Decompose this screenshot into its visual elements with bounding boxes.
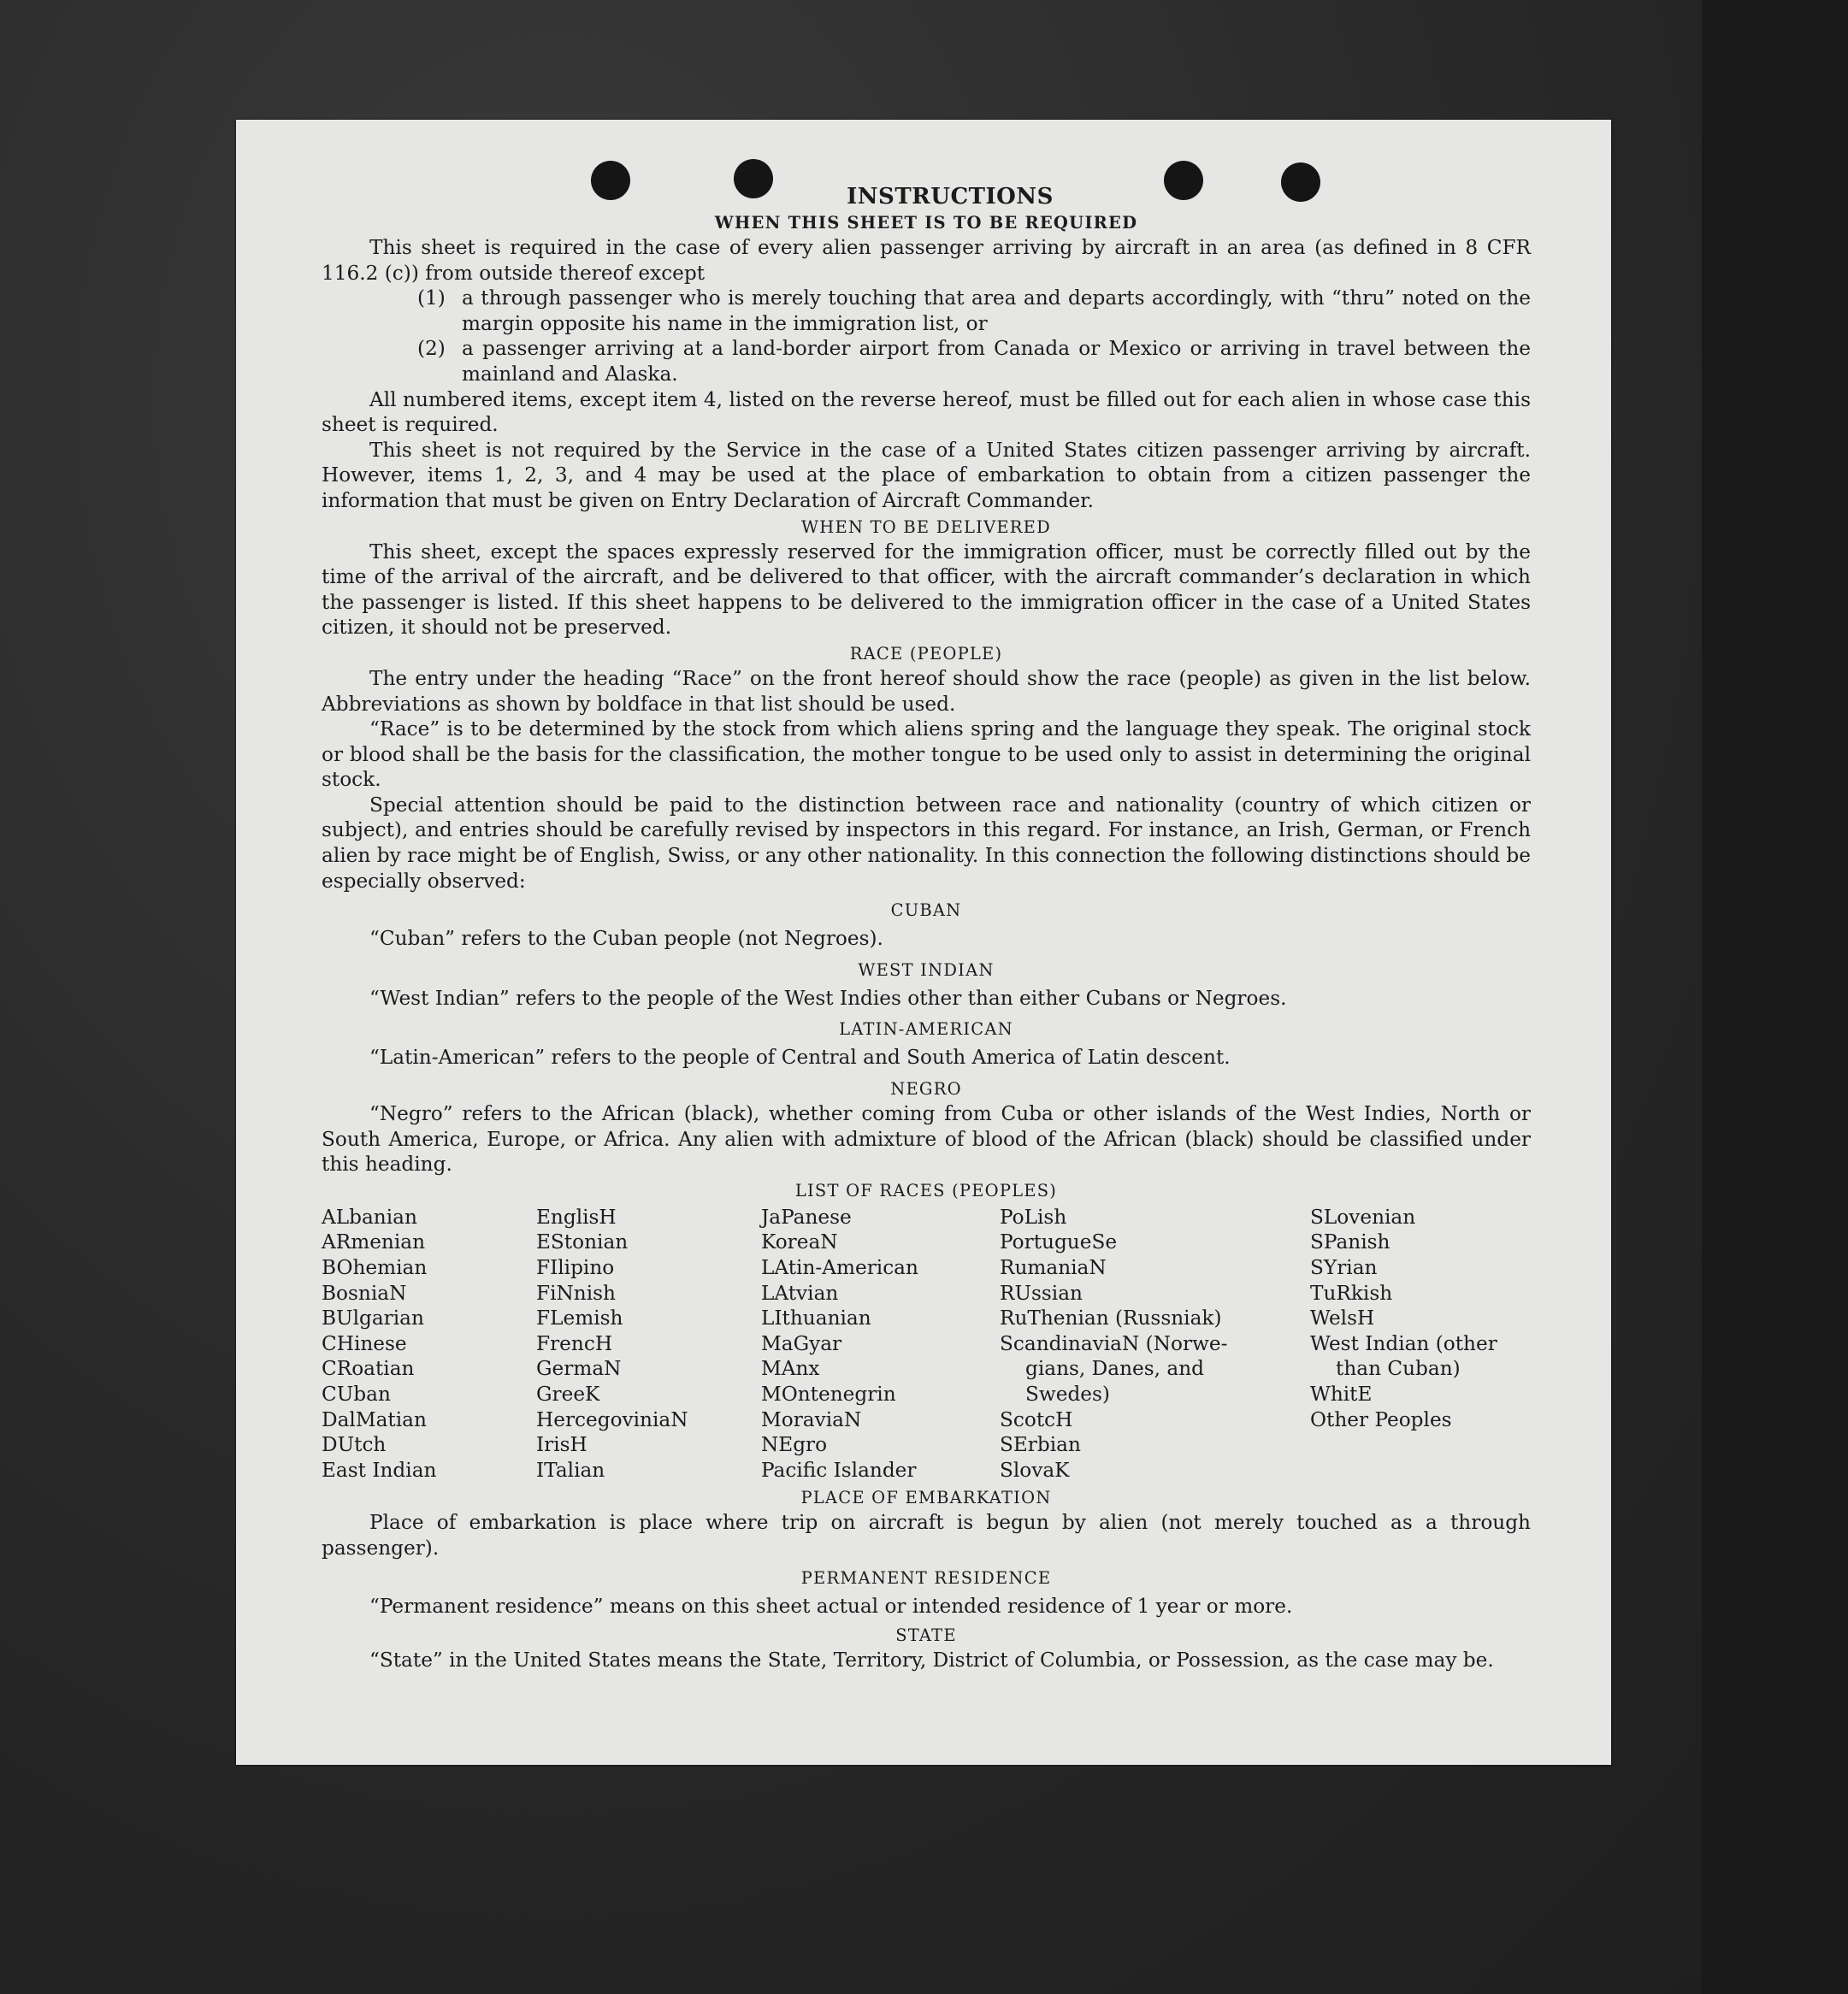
heading-residence: PERMANENT RESIDENCE <box>800 1567 1052 1588</box>
race-column <box>322 1205 536 1484</box>
race-entry: Pacific Islander <box>761 1458 917 1482</box>
race-entry: SlovaK <box>1000 1458 1070 1482</box>
race-entry: RumaniaN <box>1000 1256 1107 1279</box>
race-entry: ARmenian <box>322 1230 426 1254</box>
race-entry: CRoatian <box>322 1357 415 1381</box>
race-entry: DUtch <box>322 1433 387 1457</box>
paragraph: “State” in the United States means the State, Territory, District of Columbia, or Possession, as the case may be. <box>369 1649 1494 1672</box>
race-entry: HercegoviniaN <box>536 1407 688 1431</box>
paragraph: This sheet is required in the case of every alien passenger arriving by aircraft in an area (as defined in 8 CFR 116.2 (c)) from outside thereof except <box>322 236 1531 285</box>
race-entry: MoraviaN <box>761 1407 862 1431</box>
item-text: a passenger arriving at a land-border airport from Canada or Mexico or arriving in travel between the mainland and Alaska. <box>462 337 1531 386</box>
heading-negro: NEGRO <box>890 1079 962 1100</box>
race-entry: MAnx <box>761 1357 820 1381</box>
race-entry: SYrian <box>1310 1256 1378 1279</box>
item-number: (2) <box>417 337 446 361</box>
race-entry: ALbanian <box>322 1205 417 1229</box>
race-column <box>536 1205 761 1484</box>
heading-embarkation: PLACE OF EMBARKATION <box>800 1488 1052 1508</box>
race-entry: JaPanese <box>761 1205 852 1229</box>
list-item <box>417 336 1531 386</box>
race-entry: WelsH <box>1310 1307 1375 1330</box>
paragraph: The entry under the heading “Race” on the front hereof should show the race (people) as given in the list below. Abbreviations as shown by boldface in that list should be used. <box>322 666 1531 716</box>
race-entry: PoLish <box>1000 1205 1067 1229</box>
heading-latin-american: LATIN-AMERICAN <box>839 1019 1013 1040</box>
race-entry: MaGyar <box>761 1331 842 1355</box>
race-entry: DalMatian <box>322 1407 427 1431</box>
list-item <box>417 286 1531 336</box>
race-entry: KoreaN <box>761 1230 838 1254</box>
race-entry: ScandinaviaN (Norwe- <box>1000 1331 1228 1355</box>
race-entry: WhitE <box>1310 1382 1373 1406</box>
heading-race: RACE (PEOPLE) <box>849 643 1003 664</box>
race-entry: IrisH <box>536 1433 587 1457</box>
race-entry: LIthuanian <box>761 1307 871 1330</box>
race-entry: FrencH <box>536 1331 613 1355</box>
paragraph: “Cuban” refers to the Cuban people (not Negroes). <box>369 927 883 951</box>
document-sheet <box>236 120 1611 1765</box>
paragraph: This sheet is not required by the Service in the case of a United States citizen passenger arriving by aircraft. However, items 1, 2, 3, and 4 may be used at the place of embarkation to obtain from a citizen passenger the information that must be given on Entry Declaration of Aircraft Commander. <box>322 438 1531 512</box>
race-entry: SErbian <box>1000 1433 1081 1457</box>
race-entry: LAtvian <box>761 1281 839 1305</box>
race-entry: BosniaN <box>322 1281 407 1305</box>
race-entry: EnglisH <box>536 1205 617 1229</box>
race-entry: Other Peoples <box>1310 1407 1452 1431</box>
page-title: INSTRUCTIONS <box>847 184 1054 209</box>
item-text: a through passenger who is merely touching that area and departs accordingly, with “thru” noted on the margin opposite his name in the immigration list, or <box>462 286 1531 335</box>
heading-list-of-races: LIST OF RACES (PEOPLES) <box>794 1180 1058 1201</box>
race-entry: than Cuban) <box>1336 1357 1461 1381</box>
paragraph: “Race” is to be determined by the stock from which aliens spring and the language they speak. The original stock or blood shall be the basis for the classification, the mother tongue to be used only to assist in determining the original stock. <box>322 717 1531 792</box>
race-entry: FLemish <box>536 1307 623 1330</box>
race-entry: EStonian <box>536 1230 629 1254</box>
paragraph: “Permanent residence” means on this sheet actual or intended residence of 1 year or more. <box>369 1594 1293 1618</box>
heading-cuban: CUBAN <box>890 900 962 921</box>
race-entry: gians, Danes, and <box>1025 1357 1204 1381</box>
race-entry: CUban <box>322 1382 391 1406</box>
race-entry: RuThenian (Russniak) <box>1000 1307 1222 1330</box>
race-entry: West Indian (other <box>1310 1331 1497 1355</box>
race-entry: East Indian <box>322 1458 437 1482</box>
paragraph: Place of embarkation is place where trip on aircraft is begun by alien (not merely touched as a through passenger). <box>322 1511 1531 1560</box>
document-content <box>322 184 1531 1673</box>
race-entry: ScotcH <box>1000 1407 1073 1431</box>
race-column <box>1310 1205 1531 1484</box>
race-entry: MOntenegrin <box>761 1382 896 1406</box>
race-entry: ITalian <box>536 1458 605 1482</box>
race-entry: FiNnish <box>536 1281 616 1305</box>
race-entry: LAtin-American <box>761 1256 918 1279</box>
race-entry: FIlipino <box>536 1256 615 1279</box>
heading-when-required: WHEN THIS SHEET IS TO BE REQUIRED <box>714 213 1138 233</box>
paragraph: All numbered items, except item 4, listed on the reverse hereof, must be filled out for each alien in whose case this sheet is required. <box>322 387 1531 437</box>
race-column <box>1000 1205 1310 1484</box>
scan-border <box>1702 0 1848 1994</box>
race-entry: NEgro <box>761 1433 828 1457</box>
race-entry: PortugueSe <box>1000 1230 1118 1254</box>
race-entry: SPanish <box>1310 1230 1390 1254</box>
race-entry: Swedes) <box>1025 1382 1110 1406</box>
race-entry: SLovenian <box>1310 1205 1416 1229</box>
heading-when-delivered: WHEN TO BE DELIVERED <box>801 516 1051 537</box>
heading-west-indian: WEST INDIAN <box>858 959 995 980</box>
race-entry: CHinese <box>322 1331 407 1355</box>
item-number: (1) <box>417 286 446 310</box>
paragraph: Special attention should be paid to the distinction between race and nationality (country of which citizen or subject), and entries should be carefully revised by inspectors in this regard. For instance, an Irish, German, or French alien by race might be of English, Swiss, or any other nationality. In this connection the following distinctions should be especially observed: <box>322 793 1531 893</box>
race-entry: BOhemian <box>322 1256 428 1279</box>
race-list <box>322 1205 1531 1484</box>
race-entry: BUlgarian <box>322 1307 424 1330</box>
race-entry: TuRkish <box>1310 1281 1393 1305</box>
race-entry: GreeK <box>536 1382 600 1406</box>
race-entry: GermaN <box>536 1357 622 1381</box>
heading-state: STATE <box>895 1625 957 1646</box>
paragraph: “Negro” refers to the African (black), whether coming from Cuba or other islands of the West Indies, North or South America, Europe, or Africa. Any alien with admixture of blood of the African (black) should be classified under this heading. <box>322 1102 1531 1177</box>
race-entry: RUssian <box>1000 1281 1083 1305</box>
paragraph: “Latin-American” refers to the people of Central and South America of Latin descent. <box>369 1046 1231 1070</box>
race-column <box>761 1205 1000 1484</box>
paragraph: This sheet, except the spaces expressly reserved for the immigration officer, must be correctly filled out by the time of the arrival of the aircraft, and be delivered to that officer, with the aircraft commander’s declaration in which the passenger is listed. If this sheet happens to be delivered to the immigration officer in the case of a United States citizen, it should not be preserved. <box>322 540 1531 640</box>
paragraph: “West Indian” refers to the people of the West Indies other than either Cubans or Negroes. <box>369 986 1287 1010</box>
